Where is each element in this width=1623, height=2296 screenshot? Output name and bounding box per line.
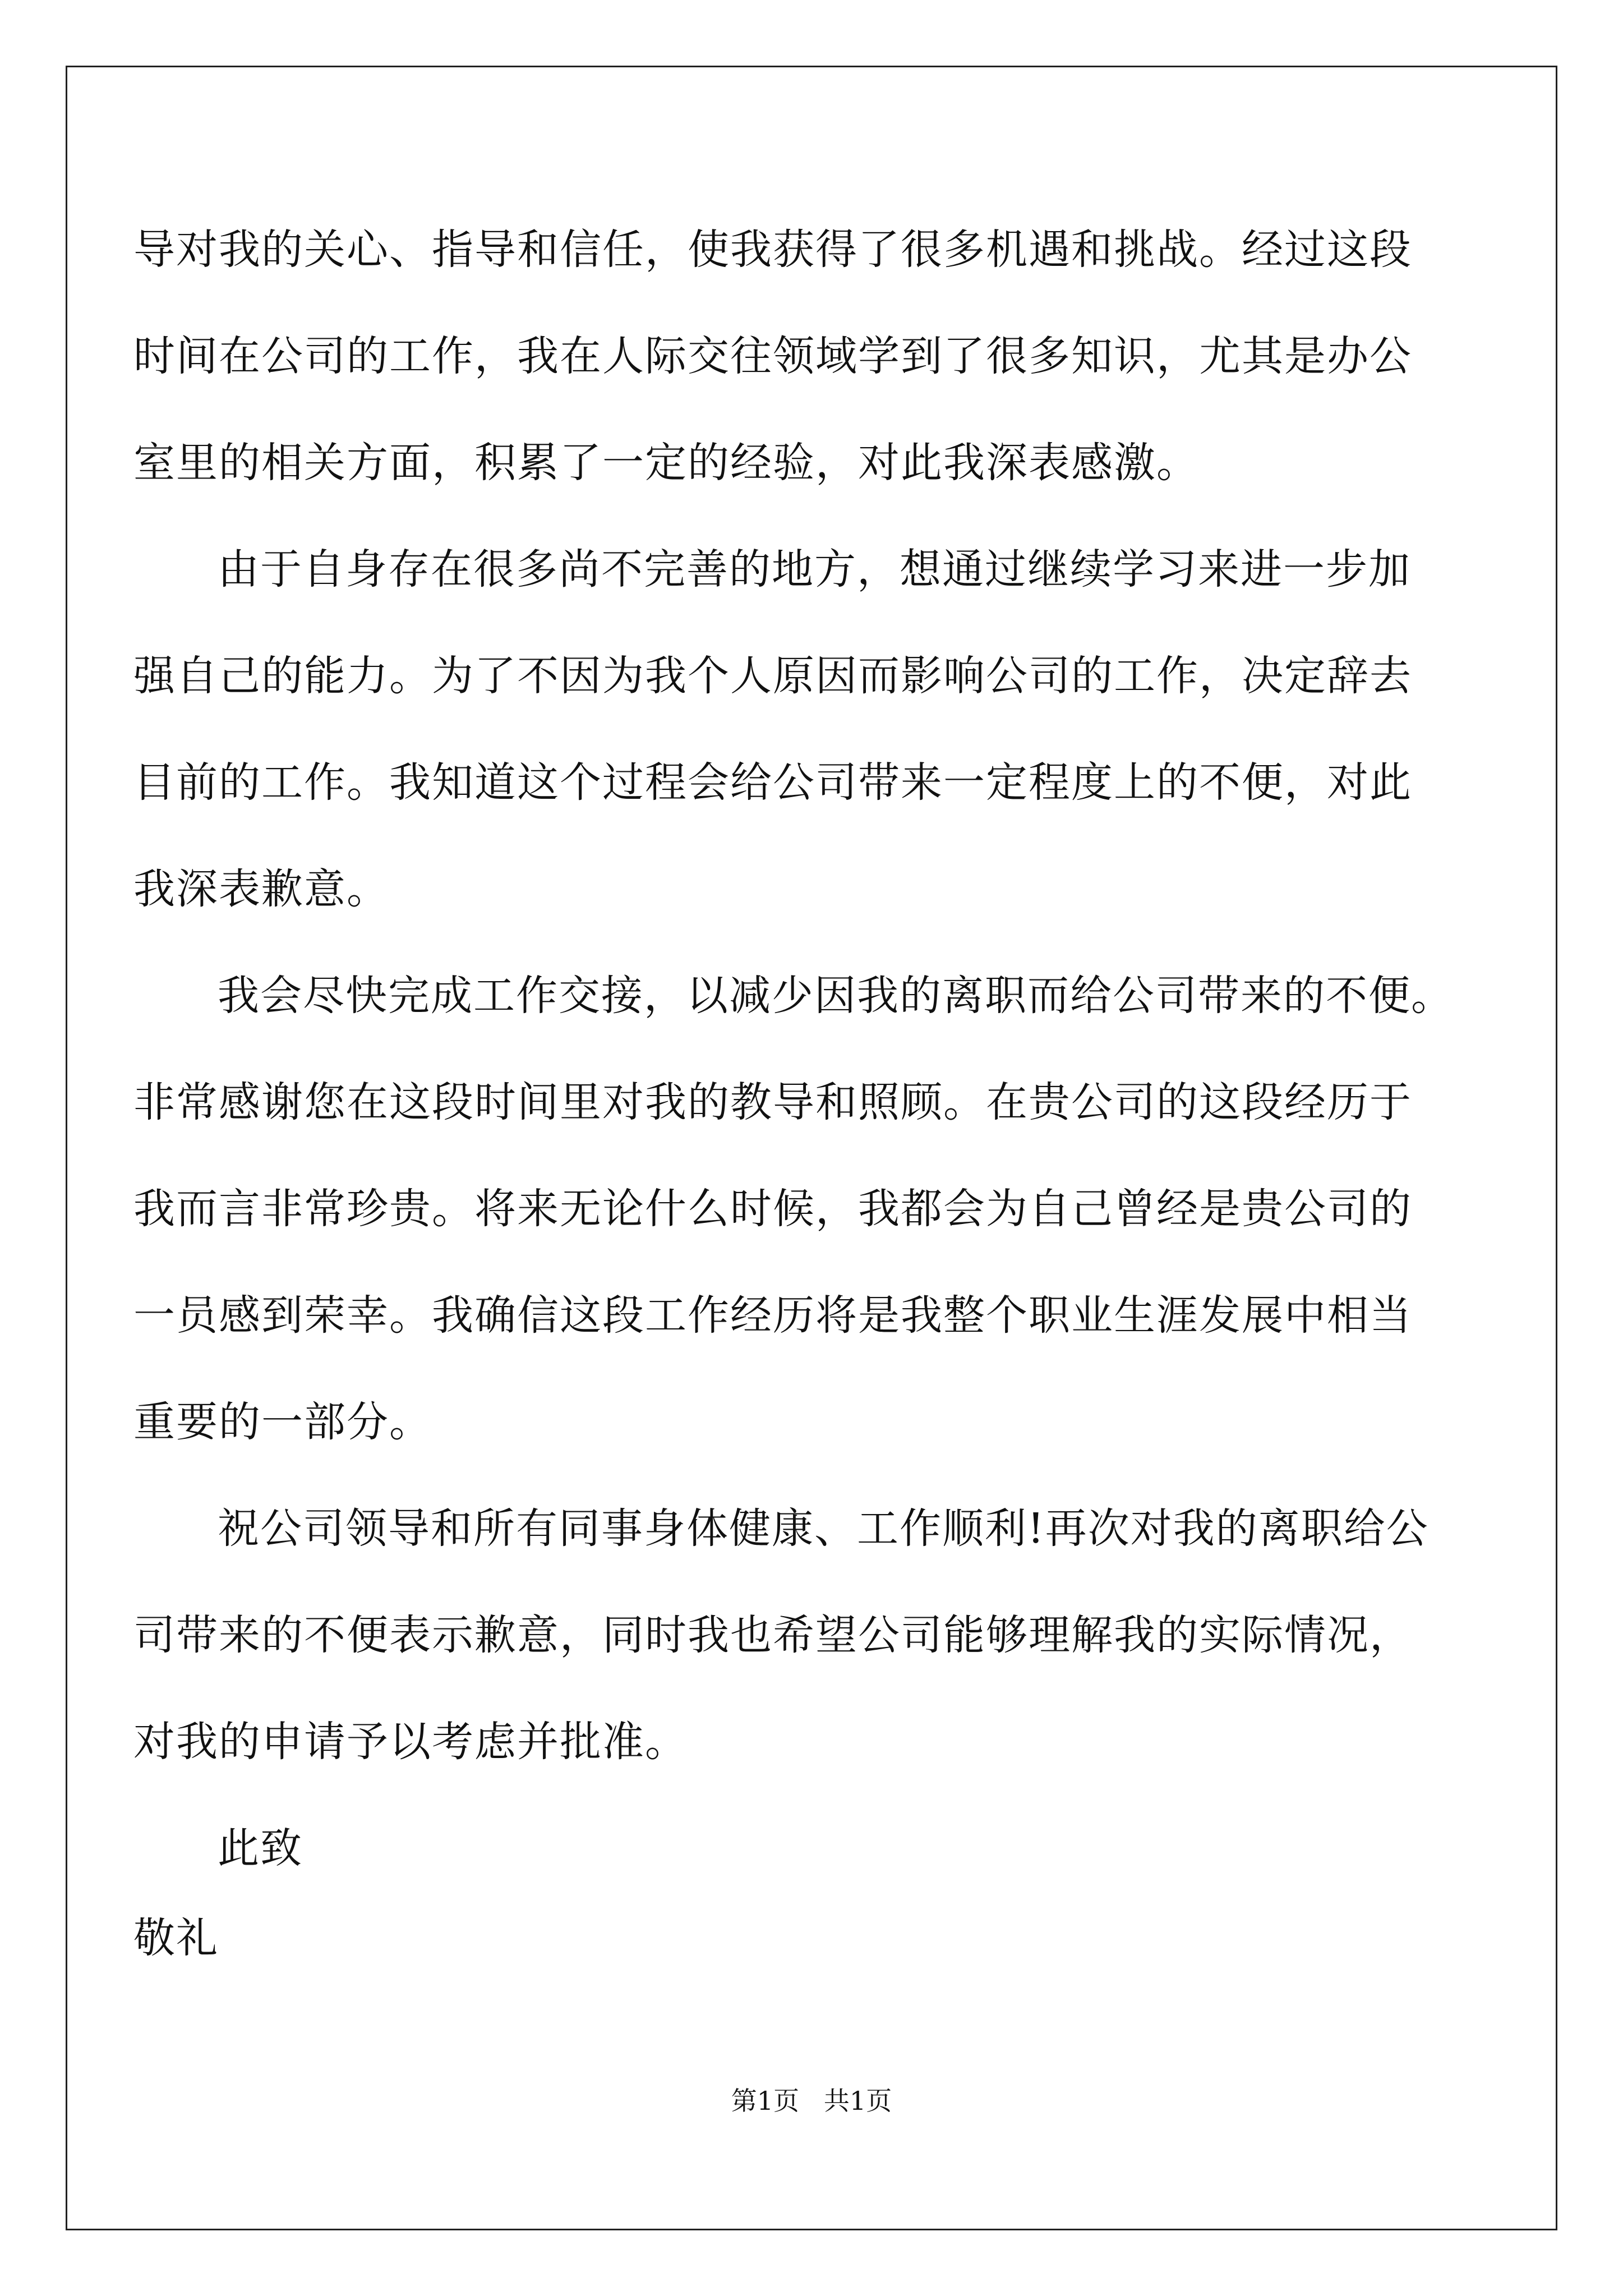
text-line: 重要的一部分。 xyxy=(133,1398,432,1446)
text-line: 我深表歉意。 xyxy=(133,865,389,913)
text-line: 我而言非常珍贵。将来无论什么时候，我都会为自己曾经是贵公司的 xyxy=(133,1185,1412,1233)
text-line: 强自己的能力。为了不因为我个人原因而影响公司的工作，决定辞去 xyxy=(133,652,1412,700)
text-line: 司带来的不便表示歉意，同时我也希望公司能够理解我的实际情况， xyxy=(133,1611,1412,1659)
text-line: 导对我的关心、指导和信任，使我获得了很多机遇和挑战。经过这段 xyxy=(133,226,1412,274)
page-border xyxy=(66,66,1557,2230)
text-line: 非常感谢您在这段时间里对我的教导和照顾。在贵公司的这段经历于 xyxy=(133,1078,1412,1126)
text-line: 室里的相关方面，积累了一定的经验，对此我深表感激。 xyxy=(133,439,1199,487)
closing-salutation: 此致 xyxy=(218,1824,303,1872)
page-number-footer: 第1页 共1页 xyxy=(731,2086,892,2116)
closing-regards: 敬礼 xyxy=(133,1914,219,1962)
paragraph-start-line: 我会尽快完成工作交接，以减少因我的离职而给公司带来的不便。 xyxy=(218,972,1454,1020)
text-line: 对我的申请予以考虑并批准。 xyxy=(133,1718,688,1766)
text-line: 时间在公司的工作，我在人际交往领域学到了很多知识，尤其是办公 xyxy=(133,332,1412,380)
text-line: 目前的工作。我知道这个过程会给公司带来一定程度上的不便，对此 xyxy=(133,758,1412,807)
paragraph-start-line: 祝公司领导和所有同事身体健康、工作顺利!再次对我的离职给公 xyxy=(218,1504,1429,1553)
text-line: 一员感到荣幸。我确信这段工作经历将是我整个职业生涯发展中相当 xyxy=(133,1291,1412,1340)
paragraph-start-line: 由于自身存在很多尚不完善的地方，想通过继续学习来进一步加 xyxy=(218,545,1411,593)
